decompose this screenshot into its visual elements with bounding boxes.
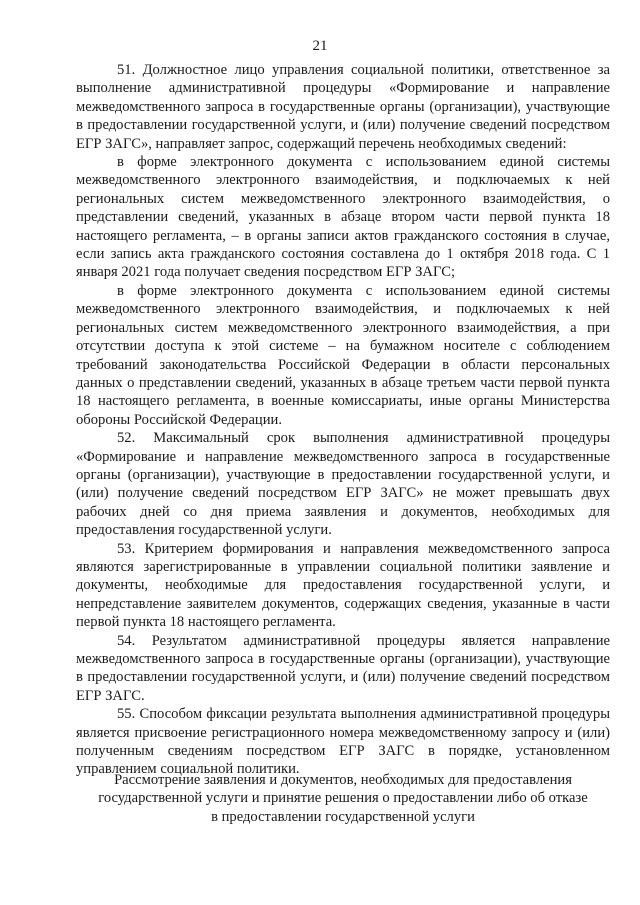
paragraph-54: 54. Результатом административной процедуры является направление межведомственного запроса в государственные органы (организации), участвующие в предоставлении государственной услуги, и (или) получение сведений посредством ЕГР ЗАГС. — [76, 632, 610, 704]
paragraph-51-item-1: в форме электронного документа с использованием единой системы межведомственного электронного взаимодействия, и подключаемых к ней региональных систем межведомственного электронного взаимодействия, о представлении сведений, указанных в абзаце втором части первой пункта 18 настоящего регламента, – в органы записи актов гражданского состояния в случае, если запись акта гражданского состояния составлена до 1 октября 2018 года. С 1 января 2021 года получает сведения посредством ЕГР ЗАГС; — [76, 154, 610, 281]
paragraph-51: 51. Должностное лицо управления социальной политики, ответственное за выполнение административной процедуры «Формирование и направление межведомственного запроса в государственные органы (организации), участвующие в предоставлении государственной услуги, и (или) получение сведений посредством ЕГР ЗАГС», направляет запрос, содержащий перечень необходимых сведений: — [76, 62, 610, 152]
document-body — [76, 61, 610, 779]
section-heading-line-2: государственной услуги и принятие решения о предоставлении либо об отказе — [98, 790, 588, 807]
paragraph-55: 55. Способом фиксации результата выполнения административной процедуры является присвоение регистрационного номера межведомственному запросу и (или) полученным сведениям посредством ЕГР ЗАГС в порядке, установленном управлением социальной политики. — [76, 706, 610, 778]
section-heading-line-1: Рассмотрение заявления и документов, необходимых для предоставления — [114, 772, 572, 788]
section-heading — [76, 771, 610, 826]
page-number: 21 — [312, 38, 328, 54]
paragraph-53: 53. Критерием формирования и направления межведомственного запроса являются зарегистрированные в управлении социальной политики заявление и документы, необходимые для предоставления государственной услуги, и непредставление заявителем документов, содержащих сведения, указанные в части первой пункта 18 настоящего регламента. — [76, 540, 610, 631]
paragraph-51-item-2: в форме электронного документа с использованием единой системы межведомственного электронного взаимодействия, и подключаемых к ней региональных систем межведомственного электронного взаимодействия, а при отсутствии доступа к этой системе – на бумажном носителе с соблюдением требований законодательства Российской Федерации в области персональных данных о представлении сведений, указанных в абзаце третьем части первой пункта 18 настоящего регламента, в военные комиссариаты, иные органы Министерства обороны Российской Федерации. — [76, 282, 610, 428]
paragraph-52: 52. Максимальный срок выполнения административной процедуры «Формирование и направление межведомственного запроса в государственные органы (организации), участвующие в предоставлении государственной услуги, и (или) получение сведений посредством ЕГР ЗАГС» не может превышать двух рабочих дней со дня приема заявления и документов, необходимых для предоставления государственной услуги. — [76, 430, 610, 539]
section-heading-line-3: в предоставлении государственной услуги — [211, 808, 475, 825]
